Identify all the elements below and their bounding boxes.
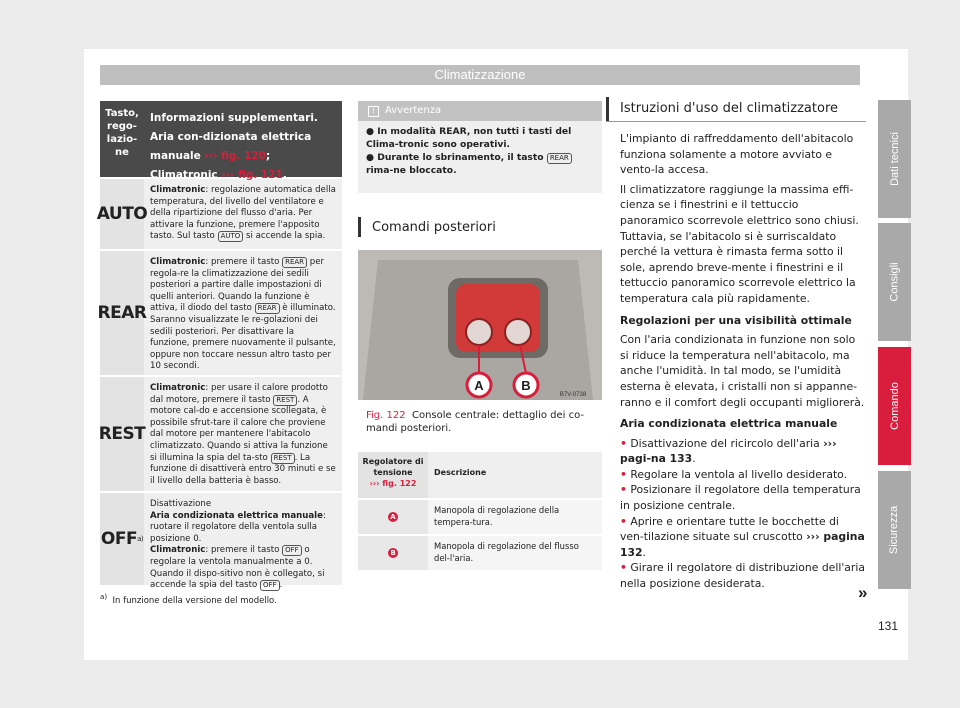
header-col-button: Tasto, rego-lazio-ne xyxy=(105,108,139,158)
fig-ref[interactable]: ››› fig. 120 xyxy=(204,150,266,162)
key-label: REAR xyxy=(547,153,572,164)
table-row xyxy=(96,177,342,249)
key-label: REST xyxy=(271,453,295,464)
list-item: • Regolare la ventola al livello desiderato. xyxy=(620,467,848,481)
rear-symbol: REAR xyxy=(100,251,144,375)
warning-header: ! Avvertenza xyxy=(358,101,602,121)
page-number: 131 xyxy=(878,619,899,633)
tab-comando[interactable]: Comando xyxy=(878,347,911,465)
label-a: A xyxy=(474,378,484,393)
warning-icon: ! xyxy=(368,106,379,117)
page-link[interactable]: ››› pagi-na 133 xyxy=(620,436,837,466)
tab-consigli[interactable]: Consigli xyxy=(878,223,911,341)
table-row: A Manopola di regolazione della tempera-tura. xyxy=(358,498,602,534)
list-item: • Posizionare il regolatore della temperatura in posizione centrale. xyxy=(620,483,861,513)
key-label: REST xyxy=(273,395,297,406)
section-marker xyxy=(358,217,361,237)
list-item: • Girare il regolatore di distribuzione dell'aria nella posizione desiderata. xyxy=(620,561,865,591)
instructions-text: L'impianto di raffreddamento dell'abitacolo funziona solamente a motore avviato e vento-la accesa. Il climatizzatore raggiunge la massima effi-cienza se i finestrini e il tettuccio panoramico scorrevole elettrico sono chiusi. Tuttavia, se l'abitacolo si è surriscaldato perché la vettura è rimasta ferma sotto il sole, aprendo breve-mente i finestrini e il tettuccio panoramico scorrevole elettrico la temperatura cala più rapidamente. Regolazioni per una visibilità ottimale Con l'aria condizionata in funzione non solo si riduce la temperatura nell'abitacolo, ma anche l'umidità. In tal modo, se l'umidità esterna è elevata, i cristalli non si appanne-ranno e il comfort degli occupanti migliorerà. Aria condizionata elettrica manuale • Disattivazione del ricircolo dell'aria ››› pagi-na 133. • Regolare la ventola al livello desiderato. • Posizionare il regolatore della temperatura in posizione centrale. • Aprire e orientare tutte le bocchette di ven-tilazione situate sul cruscotto ››› pagina 132. • Girare il regolatore di distribuzione dell'aria nella posizione desiderata. xyxy=(620,132,865,591)
table-header: Regolatore di tensione ››› fig. 122 Descrizione xyxy=(358,452,602,498)
figure-caption: Fig. 122 Console centrale: dettaglio dei co-mandi posteriori. xyxy=(366,410,585,434)
tab-sicurezza[interactable]: Sicurezza xyxy=(878,471,911,589)
table-header xyxy=(100,101,342,181)
rest-symbol: REST xyxy=(100,377,144,491)
row-text: Disattivazione Aria condizionata elettrica manuale: ruotare il regolatore della ventola sulla posizione 0. Climatronic: premere il tasto OFF o regolare la ventola manualmente a 0. Quando il dispo-sitivo non è collegato, si accende la spia del tasto OFF . xyxy=(150,499,326,591)
table-row xyxy=(97,249,342,375)
table-row: B Manopola di regolazione del flusso del-l'aria. xyxy=(358,534,602,570)
off-symbol: OFF a) xyxy=(100,493,144,585)
section-title: Comandi posteriori xyxy=(372,220,496,235)
key-label: OFF xyxy=(260,580,280,591)
page-header: Climatizzazione xyxy=(100,65,860,85)
label-a-badge: A xyxy=(388,512,398,522)
fig-ref[interactable]: ››› fig. 121 xyxy=(221,169,283,181)
footnote: $^{a)}$ In funzione della versione del modello. xyxy=(100,592,277,606)
fig-ref[interactable]: ››› fig. 122 xyxy=(369,479,417,488)
label-b: B xyxy=(521,378,531,393)
section-marker xyxy=(606,97,609,121)
key-label: REAR xyxy=(282,257,307,268)
figure-code: B7V-0738 xyxy=(559,392,587,398)
table-row xyxy=(100,491,342,591)
auto-symbol: AUTO xyxy=(100,179,144,249)
warning-body xyxy=(358,121,602,181)
key-label: AUTO xyxy=(218,231,244,242)
row-text: Climatronic: regolazione automatica della temperatura, del livello del ventilatore e della ripartizione del flusso d'aria. Per attivare la funzione, premere l'apposito tasto. Sul tasto AUTO si accende la spia. xyxy=(150,185,336,242)
page-link[interactable]: ››› pagina 132 xyxy=(620,530,865,559)
section-title: Istruzioni d'uso del climatizzatore xyxy=(620,101,839,116)
rear-controls-photo xyxy=(358,250,602,400)
table-row xyxy=(100,375,342,491)
key-label: OFF xyxy=(282,545,302,556)
divider xyxy=(606,121,866,122)
list-item: • Disattivazione del ricircolo dell'aria ››› pagi-na 133. xyxy=(620,436,837,466)
continue-icon: » xyxy=(858,583,868,602)
warning-item: ● In modalità REAR, non tutti i tasti del Clima-tronic sono operativi. xyxy=(366,126,572,150)
label-b-badge: B xyxy=(388,548,398,558)
tab-dati-tecnici[interactable]: Dati tecnici xyxy=(878,100,911,218)
console-illustration xyxy=(358,250,602,400)
warning-item: ● Durante lo sbrinamento, il tasto REAR rima-ne bloccato. xyxy=(366,151,594,177)
list-item: • Aprire e orientare tutte le bocchette di ven-tilazione situate sul cruscotto ››› pagina 132. xyxy=(620,514,865,559)
row-text: Climatronic: premere il tasto REAR per regola-re la climatizzazione dei sedili posteriori a partire dalle impostazioni di quelli anteriori. Quando la funzione è attiva, il diodo del tasto REAR è illuminato. Saranno visualizzate le re-golazioni dei sedili posteriori. Per disattivare la funzione, premere nuovamente il pulsante, oppure non toccare nessun altro tasto per 10 secondi. xyxy=(150,257,336,372)
row-text: Climatronic: per usare il calore prodotto dal motore, premere il tasto REST . A motore cal-do e accensione scollegata, è possibile sfrut-tare il calore che proviene dal motore per mantenere l'abitacolo climatizzato. Quando si attiva la funzione si illumina la spia del ta-sto REST . La funzione di disattiverà entro 30 minuti e se il livello della batteria è basso. xyxy=(150,383,336,486)
warning-box xyxy=(358,101,602,193)
key-label: REAR xyxy=(255,303,280,314)
buttons-table xyxy=(96,101,342,591)
header-col-info: Informazioni supplementari. Aria con-dizionata elettrica manuale ››› fig. 120; Climatronic ››› fig. 121. xyxy=(150,112,318,181)
controls-table xyxy=(358,452,602,570)
